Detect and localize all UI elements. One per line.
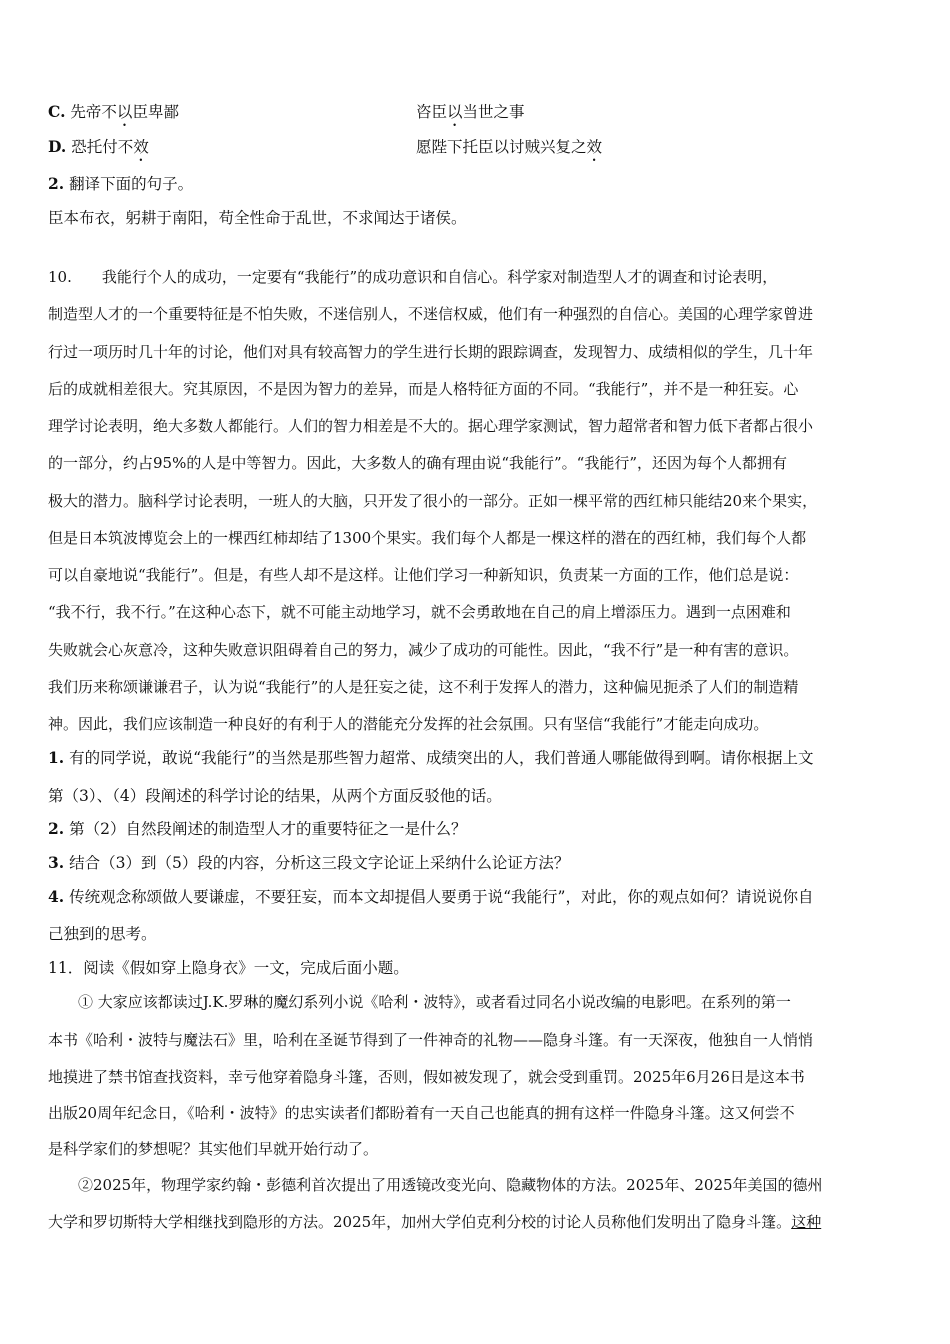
q10-passage-line: 神。因此，我们应该制造一种良好的有利于人的潜能充分发挥的社会氛围。只有坚信“我能行”才能走向成功。	[48, 715, 769, 733]
q10-passage-line: 可以自豪地说“我能行”。但是，有些人却不是这样。让他们学习一种新知识，负责某一方面的工作，他们总是说：	[48, 566, 799, 584]
q2-sentence: 臣本布衣，躬耕于南阳，苟全性命于乱世，不求闻达于诸侯。	[48, 209, 467, 227]
q10-passage-line: “我不行，我不行。”在这种心态下，就不可能主动地学习，就不会勇敢地在自己的肩上增添压力。遇到一点困难和	[48, 603, 791, 621]
q10-question-1: 1. 有的同学说，敢说“我能行”的当然是那些智力超常、成绩突出的人，我们普通人哪能做得到啊。请你根据上文	[48, 748, 814, 767]
q11-passage-line: 地摸进了禁书馆查找资料，幸亏他穿着隐身斗篷，否则，假如被发现了，就会受到重罚。2025年6月26日是这本书	[48, 1068, 805, 1086]
q2-prompt: 2. 翻译下面的句子。	[48, 174, 194, 193]
q11-passage-line-last: 大学和罗切斯特大学相继找到隐形的方法。2025年，加州大学伯克利分校的讨论人员称他们发明出了隐身斗篷。这种	[48, 1213, 822, 1231]
option-c-left: 先帝不以臣卑鄙	[70, 103, 179, 121]
q10-passage-line: 理学讨论表明，绝大多数人都能行。人们的智力相差是不大的。据心理学家测试，智力超常者和智力低下者都占很小	[48, 417, 814, 435]
option-c-right: 咨臣以当世之事	[416, 103, 525, 121]
q10-question-2: 2. 第（2）自然段阐述的制造型人才的重要特征之一是什么？	[48, 819, 467, 838]
q11-passage-line: ②2025年，物理学家约翰・彭德利首次提出了用透镜改变光向、隐藏物体的方法。2025年、2025年美国的德州	[48, 1176, 823, 1194]
q10-passage-line: 极大的潜力。脑科学讨论表明，一班人的大脑，只开发了很小的一部分。正如一棵平常的西红柿只能结20来个果实，	[48, 492, 818, 510]
q10-passage-line: 行过一项历时几十年的讨论，他们对具有较高智力的学生进行长期的跟踪调查，发现智力、成绩相似的学生，几十年	[48, 343, 814, 361]
option-c-row	[48, 102, 908, 130]
underlined-phrase: 这种	[791, 1213, 822, 1231]
option-d-letter: D.	[48, 137, 67, 156]
q11-passage-line: 出版20周年纪念日，《哈利・波特》的忠实读者们都盼着有一天自己也能真的拥有这样一件隐身斗篷。这又何尝不	[48, 1104, 795, 1122]
option-d-left: 恐托付不效	[71, 138, 149, 156]
q11-passage-line: ① 大家应该都读过J.K.罗琳的魔幻系列小说《哈利・波特》，或者看过同名小说改编的电影吧。在系列的第一	[48, 993, 791, 1011]
option-d-right: 愿陛下托臣以讨贼兴复之效	[416, 138, 603, 156]
q10-question-4: 4. 传统观念称颂做人要谦虚，不要狂妄，而本文却提倡人要勇于说“我能行”，对此，你的观点如何？请说说你自	[48, 887, 814, 906]
option-d-row	[48, 137, 908, 165]
q10-passage-line: 制造型人才的一个重要特征是不怕失败，不迷信别人，不迷信权威，他们有一种强烈的自信心。美国的心理学家曾进	[48, 305, 814, 323]
q10-question-4-cont: 己独到的思考。	[48, 925, 157, 943]
q11-passage-line: 是科学家们的梦想呢？其实他们早就开始行动了。	[48, 1140, 379, 1158]
q11-passage-line: 本书《哈利・波特与魔法石》里，哈利在圣诞节得到了一件神奇的礼物——隐身斗篷。有一天深夜，他独自一人悄悄	[48, 1031, 814, 1049]
q10-passage-line: 的一部分，约占95%的人是中等智力。因此，大多数人的确有理由说“我能行”。“我能行”，还因为每个人都拥有	[48, 454, 788, 472]
q10-passage-line: 10. 我能行个人的成功，一定要有“我能行”的成功意识和自信心。科学家对制造型人才的调查和讨论表明，	[48, 268, 778, 286]
q10-passage-line: 我们历来称颂谦谦君子，认为说“我能行”的人是狂妄之徒，这不利于发挥人的潜力，这种偏见扼杀了人们的制造精	[48, 678, 799, 696]
q11-heading: 11．阅读《假如穿上隐身衣》一文，完成后面小题。	[48, 959, 409, 977]
q10-question-3: 3. 结合（3）到（5）段的内容，分析这三段文字论证上采纳什么论证方法？	[48, 853, 570, 872]
q10-question-1-cont: 第（3）、（4）段阐述的科学讨论的结果，从两个方面反驳他的话。	[48, 787, 502, 805]
option-c-letter: C.	[48, 102, 66, 121]
q10-passage-line: 但是日本筑波博览会上的一棵西红柿却结了1300个果实。我们每个人都是一棵这样的潜在的西红柿，我们每个人都	[48, 529, 807, 547]
q10-passage-line: 后的成就相差很大。究其原因，不是因为智力的差异，而是人格特征方面的不同。“我能行”，并不是一种狂妄。心	[48, 380, 799, 398]
q10-passage-line: 失败就会心灰意冷，这种失败意识阻碍着自己的努力，减少了成功的可能性。因此，“我不行”是一种有害的意识。	[48, 641, 799, 659]
